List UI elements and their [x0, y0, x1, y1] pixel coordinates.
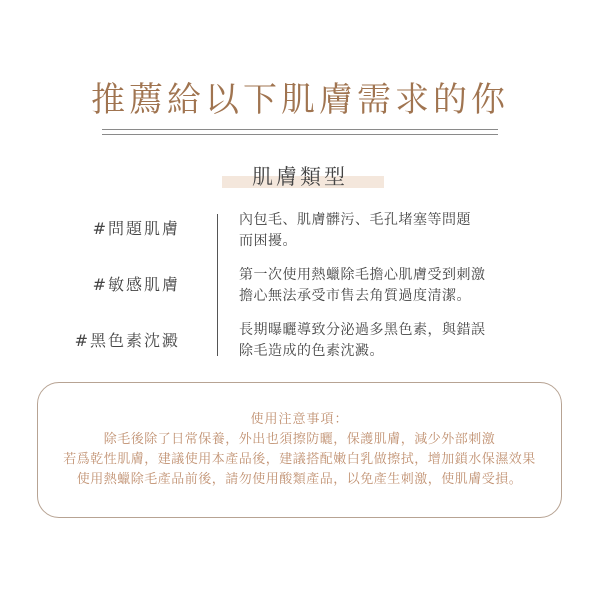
notice-title: 使用注意事項：: [250, 412, 349, 427]
notice-line: 若爲乾性肌膚，建議使用本產品後，建議搭配嫩白乳做擦拭，增加鎖水保濕效果: [63, 452, 536, 467]
skin-type-label: #問題肌膚: [92, 219, 180, 238]
skin-type-label: #敏感肌膚: [92, 275, 180, 294]
category-divider: [217, 214, 218, 356]
skin-type-description: [239, 320, 529, 362]
skin-type-description-line: 除毛造成的色素沈澱。: [239, 343, 384, 359]
skin-type-description-line: 擔心無法承受市售去角質過度清潔。: [239, 288, 471, 304]
page-title: 推薦給以下肌膚需求的你: [91, 80, 509, 120]
title-divider-top: [102, 129, 498, 130]
skin-type-description: [239, 265, 529, 307]
usage-notice-box: [37, 382, 562, 518]
notice-line: 使用熱蠟除毛產品前後，請勿使用酸類產品，以免產生刺激，使肌膚受損。: [76, 472, 523, 487]
notice-line: 除毛後除了日常保養，外出也須擦防曬，保護肌膚，減少外部刺激: [103, 432, 496, 447]
skin-type-description: [239, 210, 529, 252]
skin-type-description-line: 而困擾。: [239, 233, 297, 249]
skin-type-label: #黑色素沈澱: [74, 331, 180, 350]
skin-type-description-line: 內包毛、肌膚髒污、毛孔堵塞等問題: [239, 212, 471, 228]
section-title-text: 肌膚類型: [252, 165, 348, 189]
section-title: [246, 163, 354, 191]
skin-type-description-line: 第一次使用熱蠟除毛擔心肌膚受到刺激: [239, 267, 486, 283]
skin-type-description-line: 長期曝曬導致分泌過多黑色素，與錯誤: [239, 322, 486, 338]
section-header: [0, 163, 600, 191]
title-divider-bottom: [102, 134, 498, 135]
